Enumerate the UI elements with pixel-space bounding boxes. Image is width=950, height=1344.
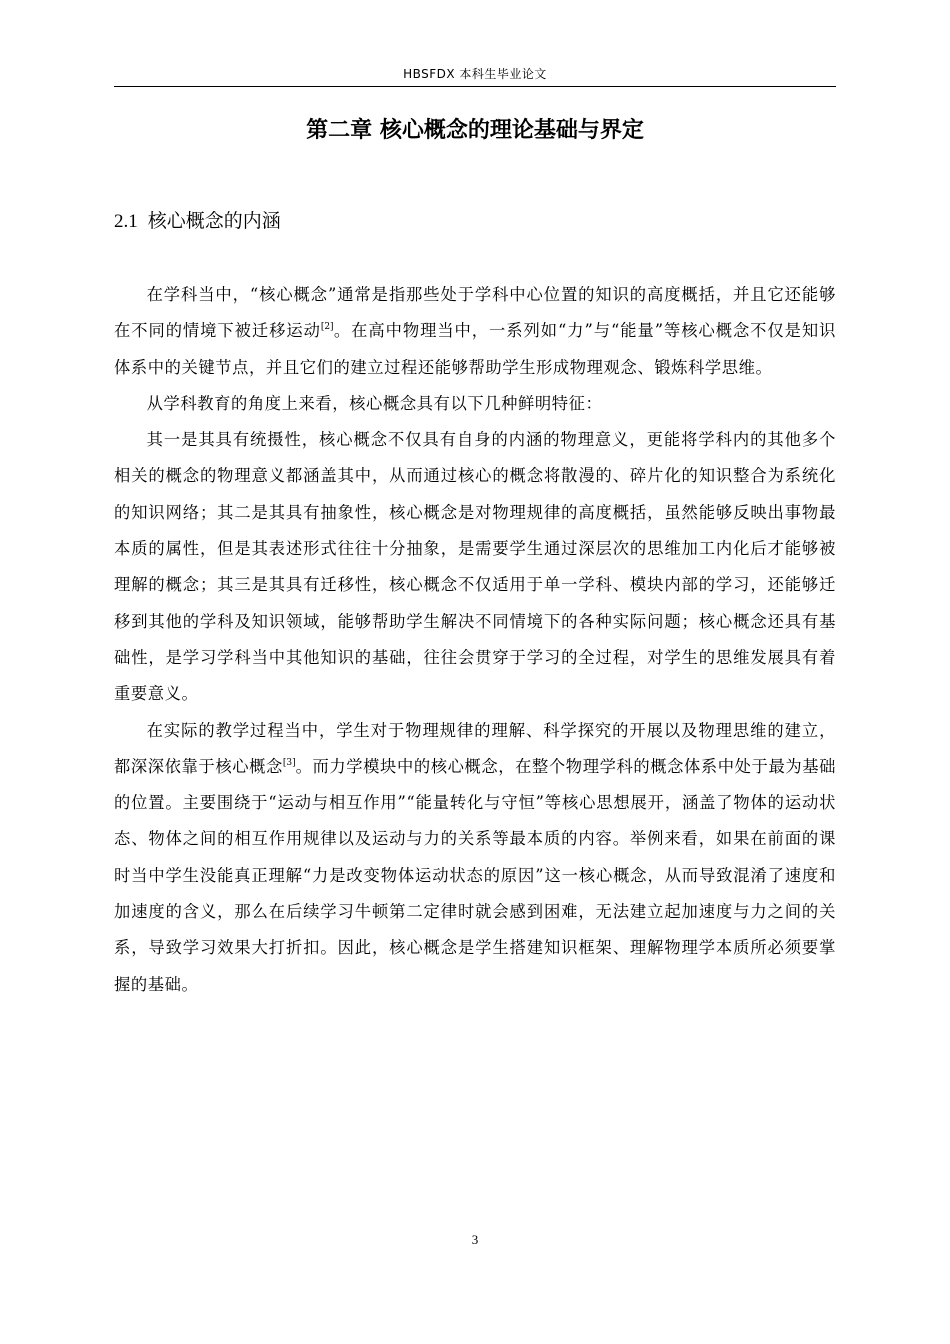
paragraph-1 — [114, 277, 836, 386]
paragraph-4-text-b: 。而力学模块中的核心概念，在整个物理学科的概念体系中处于最为基础的位置。主要围绕于“运动与相互作用”“能量转化与守恒”等核心思想展开，涵盖了物体的运动状态、物体之间的相互作用规律以及运动与力的关系等最本质的内容。举例来看，如果在前面的课时当中学生没能真正理解“力是改变物体运动状态的原因”这一核心概念，从而导致混淆了速度和加速度的含义，那么在后续学习牛顿第二定律时就会感到困难，无法建立起加速度与力之间的关系，导致学习效果大打折扣。因此，核心概念是学生搭建知识框架、理解物理学本质所必须要掌握的基础。 — [114, 756, 836, 994]
page-number: 3 — [471, 1232, 479, 1247]
paragraph-4 — [114, 713, 836, 1003]
citation-3: [3] — [282, 757, 296, 768]
section-title: 核心概念的内涵 — [147, 210, 281, 232]
citation-2: [2] — [320, 322, 334, 333]
paragraph-3: 其一是其具有统摄性，核心概念不仅具有自身的内涵的物理意义，更能将学科内的其他多个相关的概念的物理意义都涵盖其中，从而通过核心的概念将散漫的、碎片化的知识整合为系统化的知识网络；其二是其具有抽象性，核心概念是对物理规律的高度概括，虽然能够反映出事物最本质的属性，但是其表述形式往往十分抽象，是需要学生通过深层次的思维加工内化后才能够被理解的概念；其三是其具有迁移性，核心概念不仅适用于单一学科、模块内部的学习，还能够迁移到其他的学科及知识领域，能够帮助学生解决不同情境下的各种实际问题；核心概念还具有基础性，是学习学科当中其他知识的基础，往往会贯穿于学习的全过程，对学生的思维发展具有着重要意义。 — [114, 430, 836, 704]
paragraph-1-text-b: 。在高中物理当中，一系列如“力”与“能量”等核心概念不仅是知识体系中的关键节点，并且它们的建立过程还能够帮助学生形成物理观念、锻炼科学思维。 — [114, 321, 836, 377]
section-number: 2.1 — [114, 211, 138, 232]
paragraph-1-text-a: 在学科当中，“核心概念”通常是指那些处于学科中心位置的知识的高度概括，并且它还能够在不同的情境下被迁移运动 — [114, 285, 836, 341]
chapter-title: 第二章 核心概念的理论基础与界定 — [306, 118, 644, 143]
running-header: HBSFDX 本科生毕业论文 — [403, 67, 547, 81]
section-heading — [114, 205, 281, 238]
paragraph-2: 从学科教育的角度上来看，核心概念具有以下几种鲜明特征： — [146, 393, 603, 413]
body-text — [114, 277, 836, 1003]
paragraph-4-text-a: 在实际的教学过程当中，学生对于物理规律的理解、科学探究的开展以及物理思维的建立，都深深依靠于核心概念 — [114, 720, 836, 776]
header-rule — [114, 86, 836, 87]
